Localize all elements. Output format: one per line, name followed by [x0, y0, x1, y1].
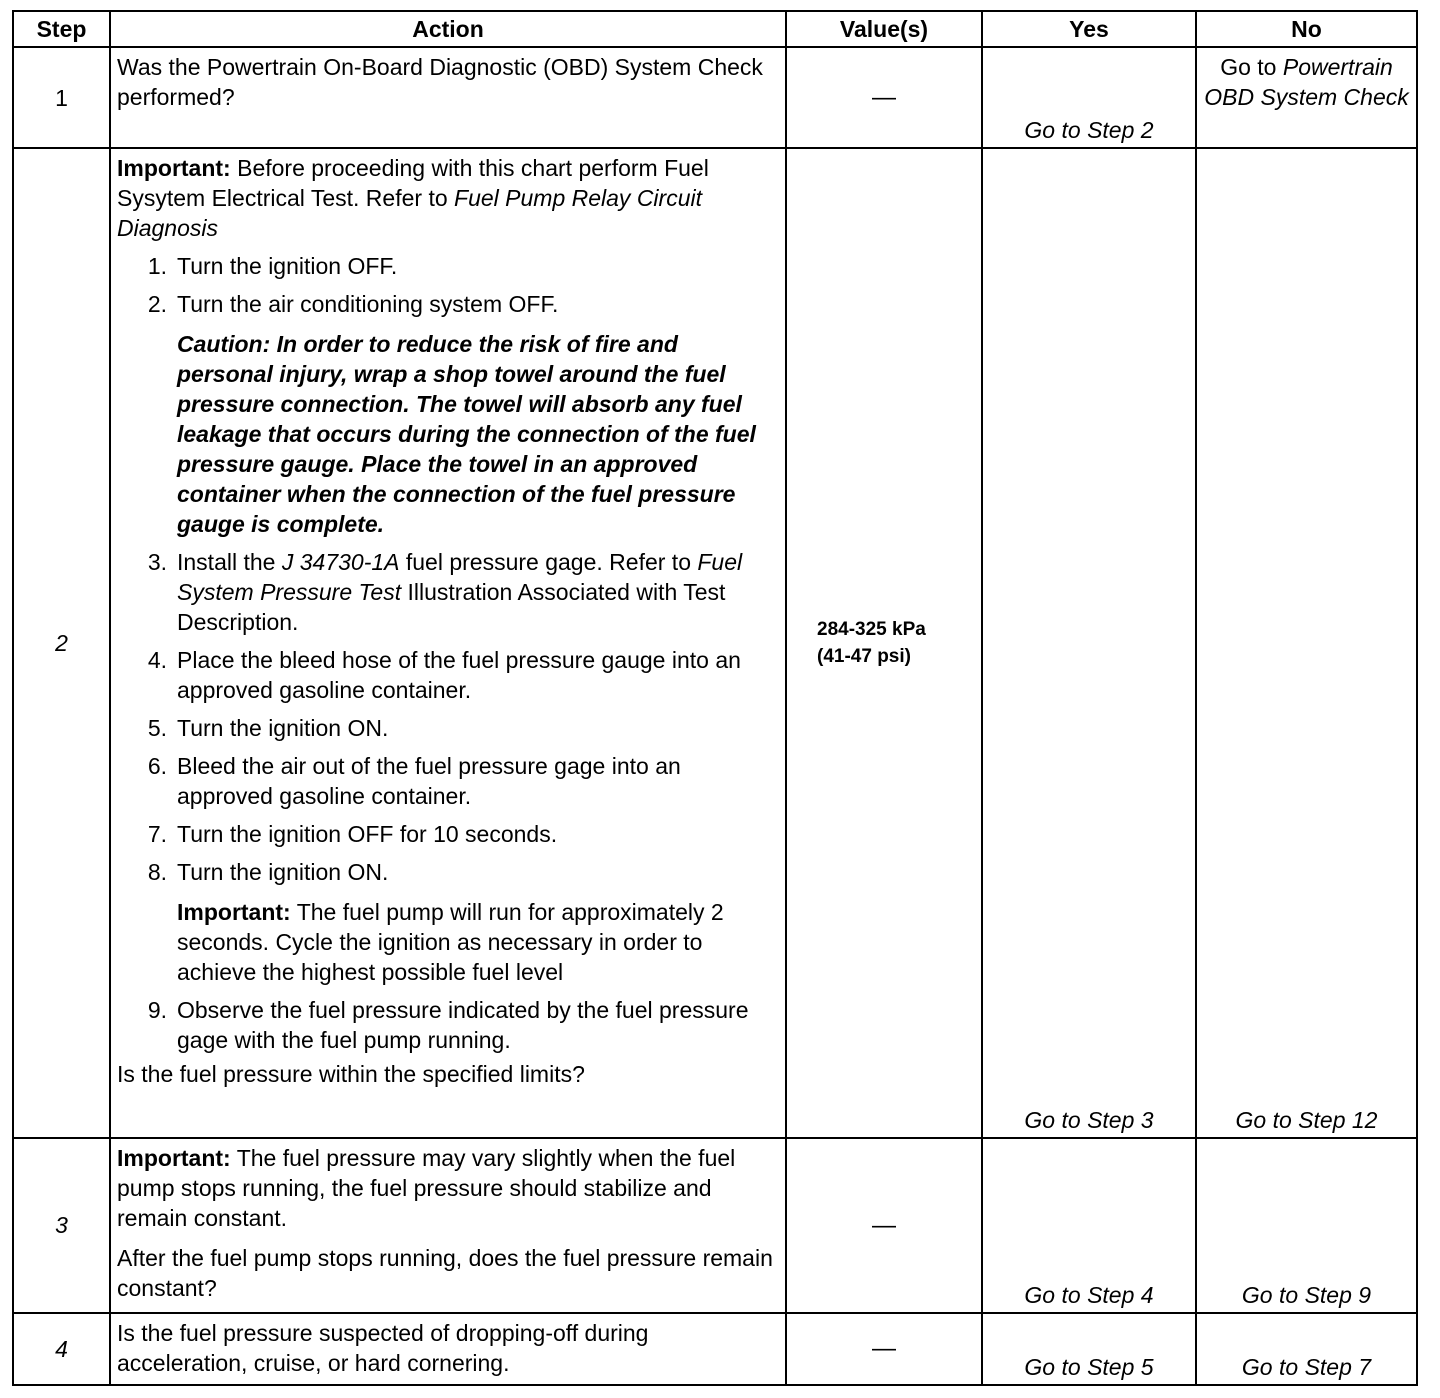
value-cell: [786, 47, 982, 148]
list-text: Place the bleed hose of the fuel pressure gauge into an approved gasoline container.: [177, 647, 741, 704]
yes-link[interactable]: Go to Step 3: [982, 148, 1196, 1138]
list-text-part: fuel pressure gage. Refer to: [405, 549, 691, 576]
no-link[interactable]: Go to Step 9: [1196, 1138, 1417, 1313]
value-dash: —: [872, 1211, 896, 1239]
list-text: [177, 547, 779, 637]
list-number: 7.: [147, 821, 167, 848]
important-reference: Fuel Pump Relay Circuit Diagnosis: [117, 185, 702, 242]
no-link-prefix: Go to: [1220, 54, 1277, 80]
yes-link[interactable]: Go to Step 5: [982, 1313, 1196, 1385]
list-text-part: Illustration Associated with Test Description.: [177, 579, 726, 636]
value-cell: [786, 1138, 982, 1313]
caution-note: Caution: In order to reduce the risk of fire and personal injury, wrap a shop towel around the fuel pressure connection. The towel will absorb any fuel leakage that occurs during the connection of the fuel pressure gauge. Place the towel in an approved container when the connection of the fuel pressure gauge is complete.: [177, 331, 756, 538]
question-text: Is the fuel pressure within the specified limits?: [117, 1061, 585, 1088]
list-text: Turn the ignition OFF.: [177, 253, 398, 280]
list-number: 1.: [147, 253, 167, 280]
value-psi: (41-47 psi): [817, 646, 911, 668]
header-step: Step: [13, 11, 110, 47]
step-number: 4: [13, 1313, 110, 1385]
list-text: Turn the air conditioning system OFF.: [177, 291, 559, 318]
value-dash: —: [872, 84, 896, 112]
list-text: Bleed the air out of the fuel pressure gage into an approved gasoline container.: [177, 753, 681, 810]
test-reference: Fuel System Pressure Test: [177, 549, 743, 606]
list-number: 5.: [147, 715, 167, 742]
header-action: Action: [110, 11, 786, 47]
table-row: [13, 148, 1417, 1138]
list-item: [117, 857, 779, 887]
important-label: Important:: [117, 155, 231, 182]
yes-link[interactable]: Go to Step 4: [982, 1138, 1196, 1313]
action-text: [110, 1138, 786, 1313]
important-label: Important:: [117, 1145, 231, 1172]
no-link-target: Powertrain OBD System Check: [1204, 54, 1409, 110]
table-row: [13, 1313, 1417, 1385]
yes-link[interactable]: Go to Step 2: [982, 47, 1196, 148]
list-item: [117, 289, 779, 319]
value-cell: [786, 1313, 982, 1385]
important-note: [117, 1143, 779, 1233]
header-row: [13, 11, 1417, 47]
list-text: Turn the ignition ON.: [177, 715, 389, 742]
list-text: Turn the ignition ON.: [177, 859, 389, 886]
list-number: 3.: [147, 549, 167, 576]
important-note: [117, 897, 779, 987]
list-text: Observe the fuel pressure indicated by the fuel pressure gage with the fuel pump running.: [177, 997, 749, 1054]
value-dash: —: [872, 1335, 896, 1363]
action-text: [110, 148, 786, 1138]
table-row: [13, 47, 1417, 148]
no-link[interactable]: Go to Step 7: [1196, 1313, 1417, 1385]
tool-reference: J 34730-1A: [281, 549, 400, 576]
no-link[interactable]: [1196, 47, 1417, 148]
list-item: [117, 547, 779, 637]
value-kpa: 284-325 kPa: [817, 619, 926, 641]
action-text: [110, 47, 786, 148]
important-text: The fuel pump will run for approximately 2 seconds. Cycle the ignition as necessary in order to achieve the highest possible fuel level: [177, 899, 724, 986]
value-cell: [786, 148, 982, 1138]
step-number: 1: [13, 47, 110, 148]
list-item: [117, 645, 779, 705]
procedure-list: [117, 251, 779, 319]
list-text-part: Install the: [177, 549, 276, 576]
list-item: [117, 713, 779, 743]
action-text: [110, 1313, 786, 1385]
step-number: 2: [13, 148, 110, 1138]
diagnostic-table: [12, 10, 1418, 1386]
procedure-list: [117, 547, 779, 887]
list-item: [117, 995, 779, 1055]
header-no: No: [1196, 11, 1417, 47]
header-values: Value(s): [786, 11, 982, 47]
list-number: 8.: [147, 859, 167, 886]
list-number: 9.: [147, 997, 167, 1024]
list-number: 4.: [147, 647, 167, 674]
no-link[interactable]: Go to Step 12: [1196, 148, 1417, 1138]
header-yes: Yes: [982, 11, 1196, 47]
procedure-list: [117, 995, 779, 1055]
list-item: [117, 819, 779, 849]
important-text: The fuel pressure may vary slightly when the fuel pump stops running, the fuel pressure should stabilize and remain constant.: [117, 1145, 736, 1232]
question-text: After the fuel pump stops running, does the fuel pressure remain constant?: [117, 1245, 773, 1302]
list-text: Turn the ignition OFF for 10 seconds.: [177, 821, 558, 848]
list-number: 6.: [147, 753, 167, 780]
important-note: [117, 153, 779, 243]
list-item: [117, 251, 779, 281]
list-number: 2.: [147, 291, 167, 318]
important-label: Important:: [177, 899, 291, 926]
list-item: [117, 751, 779, 811]
table-row: [13, 1138, 1417, 1313]
step-number: 3: [13, 1138, 110, 1313]
question-text: Is the fuel pressure suspected of dropping-off during acceleration, cruise, or hard cornering.: [117, 1319, 649, 1376]
question-text: Was the Powertrain On-Board Diagnostic (OBD) System Check performed?: [117, 54, 763, 110]
important-text: Before proceeding with this chart perform Fuel Sysytem Electrical Test. Refer to: [117, 155, 709, 212]
